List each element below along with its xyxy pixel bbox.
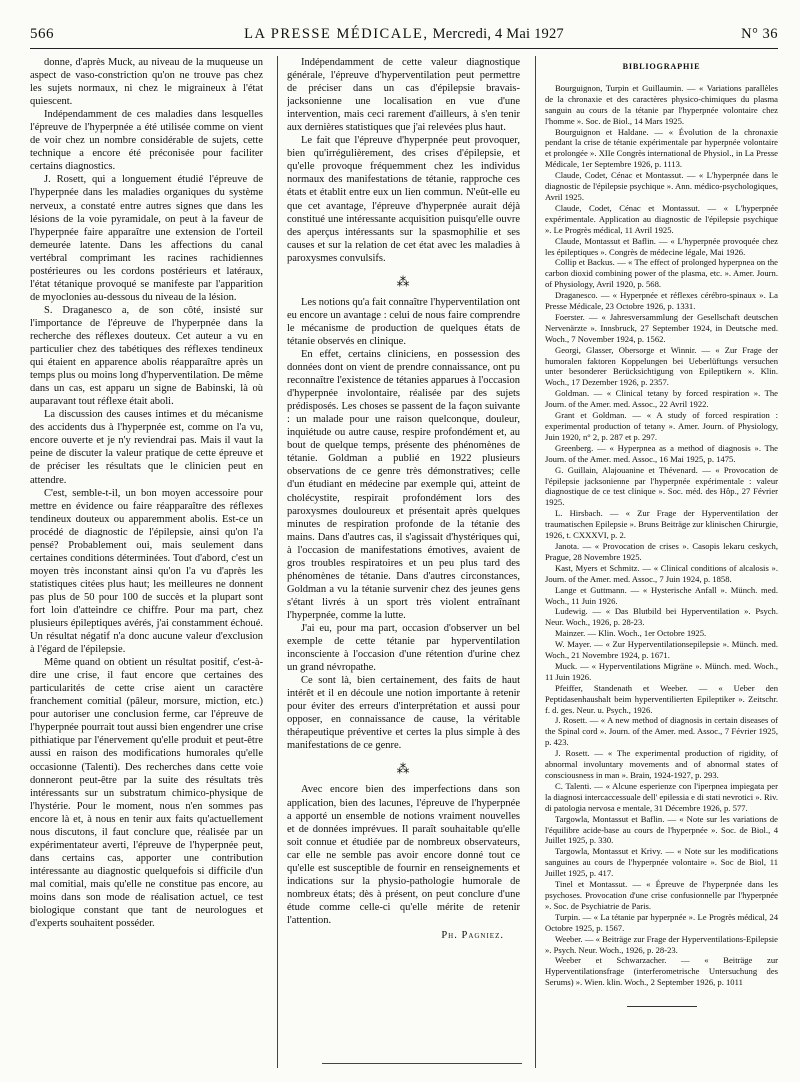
column-divider	[277, 56, 278, 1068]
bibliography-entry: Georgi, Glasser, Obersorge et Winnir. — « Zur Frage der humoralen faktoren Koppelungen bei Ueberlüftungs versuchen unter besonderer Berücksichtigung von Epileptikern ». Klin. Woch., 17 Dezember 1926, p. 2357.	[545, 344, 778, 388]
bibliography-entry: Targowla, Montassut et Baflin. — « Note sur les variations de l'équilibre acide-base au cours de l'hyperpnée ». Soc. de Biol., 4 Juillet 1925, p. 330.	[545, 813, 778, 846]
issue-date: Mercredi, 4 Mai 1927	[432, 26, 564, 42]
issue-number: N° 36	[741, 26, 778, 42]
bibliography-list	[545, 83, 778, 988]
bibliography-entry: Draganesco. — « Hyperpnée et réflexes cérébro-spinaux ». La Presse Médicale, 23 Octobre 1926, p. 1331.	[545, 290, 778, 312]
paragraph: C'est, semble-t-il, un bon moyen accessoire pour mettre en évidence ou faire réapparaître des réflexes tendineux douteux ou apparemment abolis. Est-ce un procédé de diagnostic de l'épilepsie, ainsi qu'on l'a pensé? Probablement oui, mais seulement dans certaines conditions déterminées. Tout d'abord, c'est un moyen très inconstant ainsi qu'on l'a vu d'après les statistiques citées plus haut; les meilleures ne donnent pas plus de 50 pour 100 de succès et la plupart sont fort loin d'atteindre ce chiffre. Pour ma part, chez plusieurs épileptiques avérés, j'ai constamment échoué. Un résultat négatif n'a donc aucune valeur d'exclusion à l'égard de l'épilepsie.	[30, 487, 263, 656]
column-2-section-3	[287, 783, 520, 927]
bibliography-entry: Claude, Montassut et Baflin. — « L'hyperpnée provoquée chez les épileptiques ». Congrès de médecine légale, Mai 1926.	[545, 235, 778, 257]
bibliography-title: BIBLIOGRAPHIE	[622, 62, 701, 71]
header-rule	[30, 48, 778, 49]
end-rule	[627, 1006, 697, 1007]
paragraph: donne, d'après Muck, au niveau de la muqueuse un aspect de vaso-constriction qu'on ne trouve pas chez les sujets normaux, ni chez le migraineux à l'état quiescent.	[30, 57, 263, 108]
bibliography-entry: Muck. — « Hyperventilations Migräne ». Münch. med. Woch., 11 Juin 1926.	[545, 660, 778, 682]
author-signature: Ph. Pagniez.	[441, 930, 504, 941]
bibliography-entry: Targowla, Montassut et Krivy. — « Note sur les modifications sanguines au cours de l'hyperpnée volontaire ». Soc de Biol, 11 Juillet 1925, p. 417.	[545, 846, 778, 879]
bibliography-entry: Claude, Codet, Cénac et Montassut. — « L'hyperpnée expérimentale. Application au diagnostic de l'épilepsie psychique ». Le Progrès médical, 11 Avril 1925.	[545, 202, 778, 235]
bibliography-entry: Ludewig. — « Das Blutbild bei Hyperventilation ». Psych. Neur. Woch., 1926, p. 28-23.	[545, 606, 778, 628]
paragraph: J'ai eu, pour ma part, occasion d'observer un bel exemple de cette tétanie par hyperventilation inconsciente à l'occasion d'une rétention d'urine chez un grand névropathe.	[287, 622, 520, 674]
column-2-section-2	[287, 296, 520, 753]
bibliography-entry: J. Rosett. — « The experimental production of rigidity, of abnormal involuntary movements and of abnormal states of consciousness in man ». Brain, 1924-1927, p. 293.	[545, 748, 778, 780]
bibliography-entry: Mainzer. — Klin. Woch., 1er Octobre 1925.	[555, 628, 707, 639]
page-number: 566	[30, 26, 54, 42]
paragraph: Le fait que l'épreuve d'hyperpnée peut provoquer, bien qu'irrégulièrement, des crises d'épilepsie, et qu'elle provoque fréquemment chez les individus normaux des manifestations de tétanie, rapproche ces états et établit entre eux un lien commun. N'eût-elle eu que cet avantage, l'épreuve d'hyperpnée aurait déjà constitué une intéressante acquisition puisqu'elle ouvre des aperçus intéressants sur la spasmophilie et ses causes et sur la relation de cet état avec les maladies à paroxysmes convulsifs.	[287, 135, 520, 264]
text-column-2	[287, 56, 520, 1068]
paragraph: La discussion des causes intimes et du mécanisme des accidents dus à l'hyperpnée est, comme on l'a vu, encore ouverte et je n'y reviendrai pas. Mais il vaut la peine de discuter la valeur pratique de cette épreuve et de préciser les résultats que le clinicien peut en attendre.	[30, 409, 263, 486]
paragraph: Ce sont là, bien certainement, des faits de haut intérêt et il en découle une notion importante à retenir pour éviter des erreurs d'interprétation et aussi pour opposer, en connaissance de cause, la véritable thérapeutique préventive et certes la plus simple à des manifestations de ce genre.	[287, 675, 520, 752]
bibliography-entry: Grant et Goldman. — « A study of forced respiration : experimental production of tetany ». Amer. Journ. of Physiology, Juin 1920, n° 2, p. 287 et p. 297.	[545, 410, 778, 442]
bibliography-entry: Kast, Myers et Schmitz. — « Clinical conditions of alcalosis ». Journ. of the Amer. med. Assoc., 7 Juin 1924, p. 1858.	[545, 562, 778, 584]
bibliography-entry: Bourguignon, Turpin et Guillaumin. — « Variations parallèles de la chronaxie et des caractères physico-chimiques du plasma sanguin au cours de la tétanie par l'hyperpnée volontaire chez l'homme ». Soc. de Biol., 14 Mars 1925.	[545, 82, 778, 126]
bibliography-entry: W. Mayer. — « Zur Hyperventilationsepilepsie ». Münch. med. Woch., 21 Novembre 1924, p. 1671.	[545, 639, 778, 661]
paragraph: Avec encore bien des imperfections dans son application, bien des lacunes, l'épreuve de l'hyperpnée a apporté un ensemble de notions vraiment nouvelles et de données imprévues. Il paraît souhaitable qu'elle soit connue et étudiée par de nombreux observateurs, car elle ne semble pas avoir encore donné tout ce qu'elle est susceptible de fournir en renseignements et indications sur la physio-pathologie humorale de nombreux états; dès à présent, on peut conclure d'une étude comme celle-ci qu'elle mérite de retenir l'attention.	[287, 784, 520, 926]
bibliography-entry: Tinel et Montassut. — « Épreuve de l'hyperpnée dans les psychoses. Provocation d'une crise confusionnelle par l'hyperpnée ». Soc. de Psychiatrie de Paris.	[545, 879, 778, 911]
bibliography-entry: G. Guillain, Alajouanine et Thévenard. — « Provocation de l'épilepsie jacksonienne par l'hyperpnée expérimentale : valeur diagnostique de ce test clinique ». Soc. méd. des Hôp., 27 Février 1925.	[545, 464, 778, 508]
paragraph: Même quand on obtient un résultat positif, c'est-à-dire une crise, il faut encore que certaines des particularités de cette crise aient un caractère franchement comitial (pâleur, morsure, miction, etc.) pour autoriser une conclusion ferme, car l'épreuve de l'hyperpnée pourrait tout aussi bien engendrer une crise pithiatique par l'énervement qu'elle produit et peut-être aussi en raison des modifications humorales qu'elle occasionne (Talenti). Des recherches dans cette voie donneront peut-être par la suite des résultats très intéressants sur un substratum chimico-physique de l'hystérie. Pour le moment, nous n'en sommes pas encore là et, à nous en tenir aux faits qu'actuellement nous discutons, il faut conclure que, réalisée par un expérimentateur averti, l'épreuve de l'hyperpnée peut, dans certains cas, apporter une contribution intéressante au diagnostic quelquefois si difficile d'un mal comitial, mais qu'elle ne constitue pas encore, au moins dans son mode de réalisation actuel, ce test biologique constant que tant de neurologues et d'experts souhaitent posséder.	[30, 657, 263, 930]
column-divider	[535, 56, 536, 1068]
running-title	[30, 26, 778, 43]
paragraph: J. Rosett, qui a longuement étudié l'épreuve de l'hyperpnée dans les maladies organiques du système nerveux, a constaté entre autres signes que dans les lésions de la voie pyramidale, on peut à la faveur de l'hyperpnée faire apparaître une extension de l'orteil demeurée latente. Dans les affections du canal vertébral comprimant les racines rachidiennes postérieures ou les cordons postérieurs et latéraux, l'état tétanique provoqué se manifeste par l'apparition de myoclonies au-dessous du niveau de la lésion.	[30, 174, 263, 303]
bibliography-entry: Goldman. — « Clinical tetany by forced respiration ». The Journ. of the Amer. med. Assoc., 22 Avril 1922.	[545, 388, 778, 410]
bibliography-entry: J. Rosett. — « A new method of diagnosis in certain diseases of the Spinal cord ». Journ. of the Amer. med. Assoc., 7 Février 1925, p. 423.	[545, 715, 778, 748]
paragraph: En effet, certains cliniciens, en possession des données dont on vient de prendre connaissance, ont pu reconnaître l'existence de tétanies apparues à l'occasion d'hyperpnée involontaire, réalisée par des sujets prédisposés. Les choses se passent de la façon suivante : un malade pour une raison quelconque, douleur, inquiétude ou autre cause, respire profondément et, au bout de quelque temps, présente des phénomènes de tétanie. Goldman a publié en 1922 plusieurs observations de ce genre très démonstratives; celle d'un étudiant en médecine par exemple qui, atteint de cholécystite, respirait profondément lors des paroxysmes douloureux et présentait après quelques minutes de respiration profonde de la tétanie des mains. Dans d'autres cas, il s'agissait d'hystériques qui, à l'occasion de manifestations émotives, avaient de gros troubles respiratoires et un peu plus tard des phénomènes de tétanie. Dans d'autres circonstances, Goldman a vu la tétanie survenir chez des jeunes gens s'étant livrés à un sport très violent entraînant l'hyperpnée, comme la lutte.	[287, 348, 520, 621]
text-column-1	[30, 56, 263, 1068]
bibliography-entry: C. Talenti. — « Alcune esperienze con l'iperpnea impiegata per la diagnosi intercaccessuale dell' epilessia e di stati nevrotici ». Riv. di patologia nervosa e mentale, 31 Décembre 1926, p. 577.	[545, 780, 778, 813]
bibliography-entry: Greenberg. — « Hyperpnea as a method of diagnosis ». The Journ. of the Amer. med. Assoc., 16 Mai 1925, p. 1475.	[545, 442, 778, 464]
page-header	[30, 26, 778, 46]
journal-name: LA PRESSE MÉDICALE,	[244, 26, 429, 42]
section-separator: ⁂	[396, 273, 411, 289]
bibliography-entry: Foerster. — « Jahresversammlung der Gesellschaft deutschen Nervenärzte ». Innsbruck, 27 September 1924, in Deutsche med. Woch., 7 November 1924, p. 1562.	[545, 311, 778, 344]
section-separator: ⁂	[396, 761, 411, 777]
bibliography-entry: Claude, Codet, Cénac et Montassut. — « L'hyperpnée dans le diagnostic de l'épilepsie psychique ». Ann. médico-psychologiques, Avril 1925.	[545, 170, 778, 202]
bibliography-entry: Pfeiffer, Standenath et Weeber. — « Ueber den Peptidasenhaushalt beim hyperventilierten Epileptiker ». Zeitschr. f. d. ges. Neur. u. Psych., 1926.	[545, 682, 778, 715]
bibliography-entry: Janota. — « Provocation de crises ». Casopis lekaru ceskych, Prague, 28 Novembre 1925.	[545, 540, 778, 562]
paragraph: S. Draganesco a, de son côté, insisté sur l'importance de l'épreuve de l'hyperpnée dans la recherche des réflexes douteux. Cet auteur a vu en particulier chez des tabétiques des réflexes tendineux qui étaient en apparence abolis réapparaître après un temps plus ou moins long d'hyperventilation. De même dans un cas, est apparu un signe de Babinski, là où auparavant tout réflexe était aboli.	[30, 304, 263, 408]
bibliography-entry: Lange et Guttmann. — « Hysterische Anfall ». Münch. med. Woch., 11 Juin 1926.	[545, 584, 778, 606]
bibliography-column	[545, 56, 778, 1068]
paragraph: Les notions qu'a fait connaître l'hyperventilation ont eu encore un avantage : celui de nous faire comprendre le mécanisme de production de quelques états de tétanie observés en clinique.	[287, 296, 520, 347]
footer-rule	[322, 1063, 522, 1064]
bibliography-entry: Weeber. — « Beiträge zur Frage der Hyperventilations-Epilepsie ». Psych. Neur. Woch., 1926, p. 28-23.	[545, 933, 778, 955]
bibliography-entry: Weeber et Schwarzacher. — « Beiträge zur Hyperventilationsfrage (interferometrische Untersuchung des Serums) ». Wien. klin. Woch., 2 September 1926, p. 1011	[545, 955, 778, 988]
bibliography-entry: Turpin. — « La tétanie par hyperpnée ». Le Progrès médical, 24 Octobre 1925, p. 1567.	[545, 911, 778, 933]
bibliography-entry: L. Hirsbach. — « Zur Frage der Hyperventilation der traumatischen Epilepsie ». Bruns Beiträge zur klinischen Chirurgie, 1926, t. CXXXVI, p. 2.	[545, 508, 778, 541]
paragraph: Indépendamment de cette valeur diagnostique générale, l'épreuve d'hyperventilation peut permettre de préciser dans un cas d'épilepsie bravais-jacksonienne une localisation en vue d'une intervention, mais ceci rarement d'ailleurs, à s'en tenir aux dernières statistiques que j'ai relevées plus haut.	[287, 57, 520, 134]
paragraph: Indépendamment de ces maladies dans lesquelles l'épreuve de l'hyperpnée a été utilisée comme on vient de voir chez un nombre considérable de sujets, cette technique a encore été préconisée pour faciliter certains diagnostics.	[30, 109, 263, 173]
bibliography-entry: Collip et Backus. — « The effect of prolonged hyperpnea on the carbon dioxid combining power of the plasma, etc. ». Amer. Journ. of Physiology, Avril 1920, p. 568.	[545, 257, 778, 290]
bibliography-entry: Bourguignon et Haldane. — « Évolution de la chronaxie pendant la crise de tétanie expérimentale par hyperpnée volontaire et prolongée ». XIIe Congrès international de Physiol., in La Presse Médicale, 1er Septembre 1926, p. 1113.	[545, 126, 778, 170]
column-2-section-1	[287, 56, 520, 265]
